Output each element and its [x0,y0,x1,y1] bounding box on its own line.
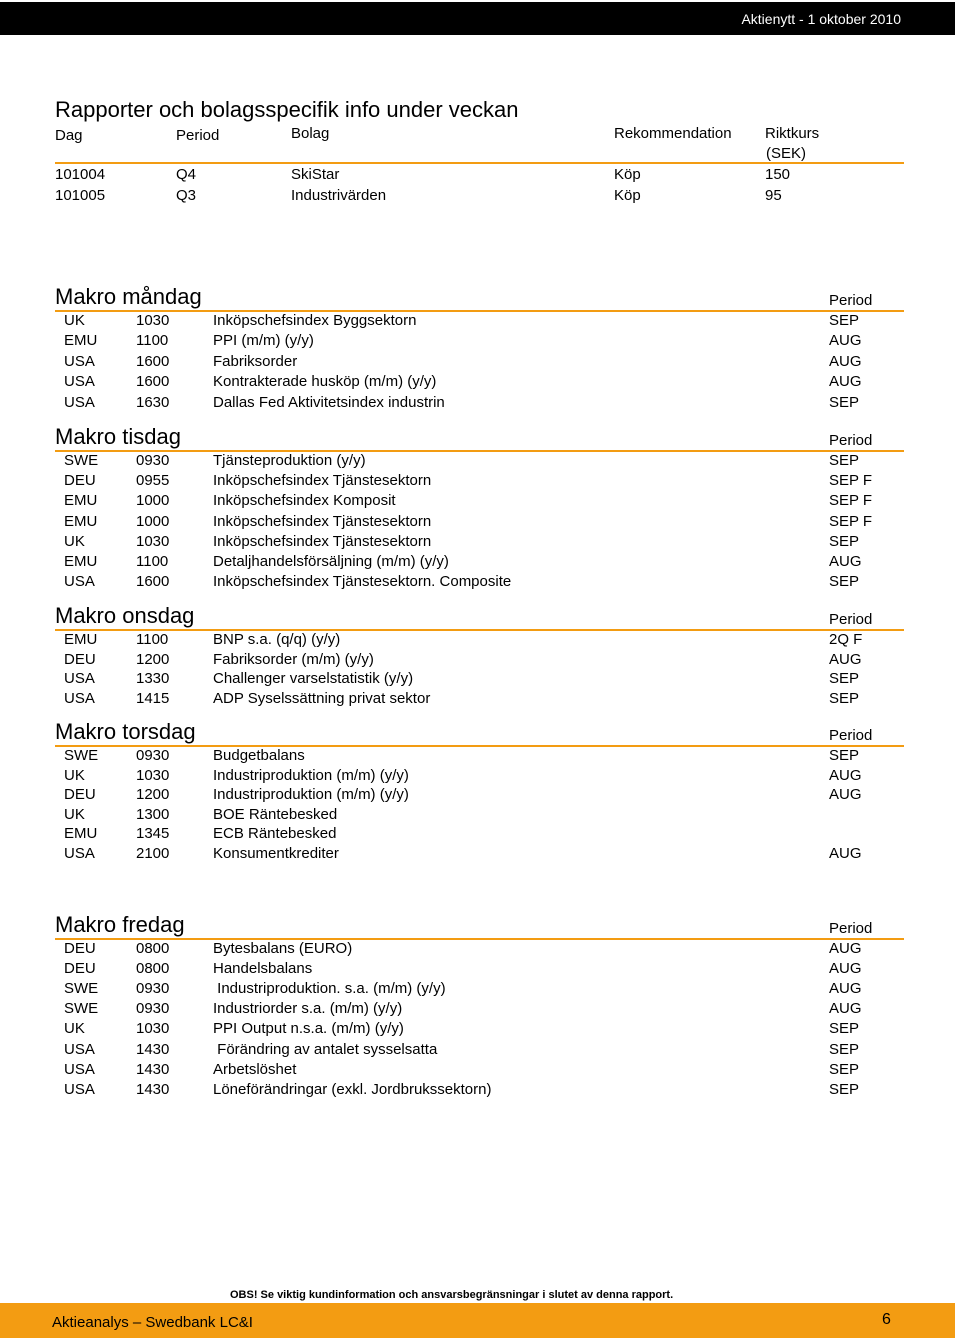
cell-description: BOE Räntebesked [213,806,338,823]
cell-time: 1030 [136,312,170,329]
table-row [0,452,960,472]
cell-description: Löneförändringar (exkl. Jordbrukssektorn) [213,1081,492,1098]
cell-period: AUG [829,767,862,784]
header-title: Aktienytt - 1 oktober 2010 [741,11,901,27]
cell-country: USA [64,373,95,390]
cell-time: 0800 [136,940,170,957]
cell-description: Arbetslöshet [213,1061,297,1078]
cell-time: 1345 [136,825,170,842]
cell-time: 1000 [136,513,170,530]
table-row [0,1000,960,1020]
cell-period: SEP F [829,513,873,530]
cell-description: Tjänsteproduktion (y/y) [213,452,366,469]
cell-period: SEP [829,533,860,550]
cell-description: Inköpschefsindex Komposit [213,492,396,509]
table-row [0,373,960,393]
cell-time: 1300 [136,806,170,823]
table-row [0,1020,960,1040]
cell-description: Industriorder s.a. (m/m) (y/y) [213,1000,403,1017]
cell-country: UK [64,533,85,550]
col-bolag: Bolag [291,125,330,142]
table-row [0,767,960,787]
table-row [0,533,960,553]
cell-period: Q3 [176,187,197,204]
cell-country: USA [64,353,95,370]
cell-description: Industriproduktion (m/m) (y/y) [213,786,409,803]
cell-time: 1100 [136,332,169,349]
cell-description: ADP Syselssättning privat sektor [213,690,431,707]
cell-country: USA [64,394,95,411]
cell-country: USA [64,845,95,862]
cell-period: SEP [829,670,860,687]
cell-time: 1100 [136,553,169,570]
table-row [0,690,960,710]
cell-description: BNP s.a. (q/q) (y/y) [213,631,341,648]
cell-country: USA [64,573,95,590]
cell-description: Inköpschefsindex Tjänstesektorn. Composite [213,573,512,590]
cell-country: USA [64,1061,95,1078]
cell-period: AUG [829,845,862,862]
cell-country: DEU [64,472,96,489]
table-row [0,1061,960,1081]
cell-time: 1330 [136,670,170,687]
cell-time: 0930 [136,747,170,764]
table-row [0,631,960,651]
table-row [0,573,960,593]
cell-rekommendation: Köp [614,187,641,204]
table-row [0,845,960,865]
footer-bar [0,1303,955,1338]
cell-country: UK [64,767,85,784]
cell-description: Konsumentkrediter [213,845,339,862]
cell-description: Detaljhandelsförsäljning (m/m) (y/y) [213,553,449,570]
section-title: Makro måndag [55,284,202,309]
cell-time: 1430 [136,1061,170,1078]
table-row [0,332,960,352]
cell-period: SEP F [829,472,873,489]
cell-rekommendation: Köp [614,166,641,183]
reports-rule [55,162,904,164]
cell-description: Fabriksorder [213,353,298,370]
cell-time: 1630 [136,394,170,411]
table-row [0,651,960,671]
cell-period: SEP [829,1041,860,1058]
cell-time: 0930 [136,452,170,469]
cell-dag: 101005 [55,187,106,204]
table-row [0,553,960,573]
cell-country: EMU [64,825,98,842]
cell-period: SEP [829,394,860,411]
cell-period: SEP [829,747,860,764]
cell-period: SEP [829,1081,860,1098]
header-bar [0,2,955,35]
table-row [0,786,960,806]
cell-period: SEP [829,1061,860,1078]
cell-description: Industriproduktion. s.a. (m/m) (y/y) [213,980,446,997]
cell-description: Kontrakterade husköp (m/m) (y/y) [213,373,437,390]
cell-country: USA [64,670,95,687]
cell-description: Bytesbalans (EURO) [213,940,353,957]
cell-country: UK [64,312,85,329]
cell-time: 0930 [136,980,170,997]
col-dag: Dag [55,127,83,144]
cell-description: Handelsbalans [213,960,313,977]
cell-country: EMU [64,332,98,349]
cell-period: Q4 [176,166,197,183]
cell-time: 1030 [136,533,170,550]
table-row [0,747,960,767]
table-row [0,513,960,533]
cell-country: SWE [64,980,99,997]
cell-period: SEP [829,452,860,469]
table-row [0,1041,960,1061]
period-header: Period [829,611,873,628]
cell-period: AUG [829,960,862,977]
cell-period: SEP F [829,492,873,509]
cell-description: Industriproduktion (m/m) (y/y) [213,767,409,784]
cell-country: USA [64,1041,95,1058]
period-header: Period [829,920,873,937]
cell-country: DEU [64,960,96,977]
page-number: 6 [882,1311,891,1328]
period-header: Period [829,432,873,449]
cell-time: 1600 [136,573,170,590]
cell-country: SWE [64,1000,99,1017]
cell-description: Dallas Fed Aktivitetsindex industrin [213,394,445,411]
table-row [0,353,960,373]
cell-time: 1430 [136,1081,170,1098]
cell-country: EMU [64,631,98,648]
cell-description: ECB Räntebesked [213,825,337,842]
table-row [0,825,960,845]
section-title: Makro onsdag [55,603,195,628]
period-header: Period [829,292,873,309]
cell-period: AUG [829,1000,862,1017]
cell-period: SEP [829,573,860,590]
cell-country: DEU [64,651,96,668]
section-title: Makro torsdag [55,719,196,744]
table-row [0,806,960,826]
cell-time: 1000 [136,492,170,509]
footer-notice: OBS! Se viktig kundinformation och ansvarsbegränsningar i slutet av denna rapport. [230,1289,674,1301]
section-title: Makro fredag [55,912,185,937]
table-row [0,312,960,332]
cell-period: AUG [829,553,862,570]
col-riktkurs-unit: (SEK) [766,145,807,162]
cell-country: SWE [64,747,99,764]
period-header: Period [829,727,873,744]
cell-description: Förändring av antalet sysselsatta [213,1041,438,1058]
cell-period: AUG [829,332,862,349]
cell-bolag: Industrivärden [291,187,387,204]
cell-time: 1430 [136,1041,170,1058]
cell-period: AUG [829,373,862,390]
cell-riktkurs: 95 [765,187,782,204]
cell-country: UK [64,1020,85,1037]
cell-country: UK [64,806,85,823]
cell-country: EMU [64,553,98,570]
cell-description: Inköpschefsindex Tjänstesektorn [213,533,432,550]
cell-country: DEU [64,786,96,803]
cell-time: 0955 [136,472,170,489]
cell-country: EMU [64,513,98,530]
cell-country: USA [64,690,95,707]
table-row [0,980,960,1000]
cell-time: 0800 [136,960,170,977]
cell-time: 1200 [136,651,170,668]
table-row [0,940,960,960]
table-row [0,394,960,414]
reports-title: Rapporter och bolagsspecifik info under veckan [55,97,519,122]
table-row [0,960,960,980]
cell-country: DEU [64,940,96,957]
cell-description: PPI Output n.s.a. (m/m) (y/y) [213,1020,404,1037]
col-period: Period [176,127,220,144]
cell-time: 1030 [136,767,170,784]
cell-description: Inköpschefsindex Byggsektorn [213,312,417,329]
cell-country: SWE [64,452,99,469]
col-riktkurs: Riktkurs [765,125,820,142]
cell-time: 1030 [136,1020,170,1037]
cell-period: AUG [829,786,862,803]
cell-country: EMU [64,492,98,509]
cell-description: Inköpschefsindex Tjänstesektorn [213,472,432,489]
cell-time: 1600 [136,373,170,390]
table-row [0,492,960,512]
cell-time: 1415 [136,690,170,707]
cell-description: Challenger varselstatistik (y/y) [213,670,414,687]
table-row [0,670,960,690]
cell-bolag: SkiStar [291,166,340,183]
cell-description: Inköpschefsindex Tjänstesektorn [213,513,432,530]
cell-period: AUG [829,651,862,668]
cell-time: 2100 [136,845,170,862]
cell-period: SEP [829,312,860,329]
cell-period: SEP [829,690,860,707]
cell-period: SEP [829,1020,860,1037]
cell-time: 1600 [136,353,170,370]
col-rekommendation: Rekommendation [614,125,732,142]
cell-period: AUG [829,940,862,957]
cell-dag: 101004 [55,166,106,183]
cell-description: PPI (m/m) (y/y) [213,332,314,349]
cell-time: 1200 [136,786,170,803]
cell-time: 1100 [136,631,169,648]
cell-description: Fabriksorder (m/m) (y/y) [213,651,374,668]
cell-time: 0930 [136,1000,170,1017]
cell-country: USA [64,1081,95,1098]
cell-period: 2Q F [829,631,863,648]
table-row [0,1081,960,1101]
section-title: Makro tisdag [55,424,181,449]
cell-riktkurs: 150 [765,166,791,183]
cell-period: AUG [829,980,862,997]
footer-left: Aktieanalys – Swedbank LC&I [52,1314,253,1331]
cell-description: Budgetbalans [213,747,305,764]
table-row [0,472,960,492]
cell-period: AUG [829,353,862,370]
